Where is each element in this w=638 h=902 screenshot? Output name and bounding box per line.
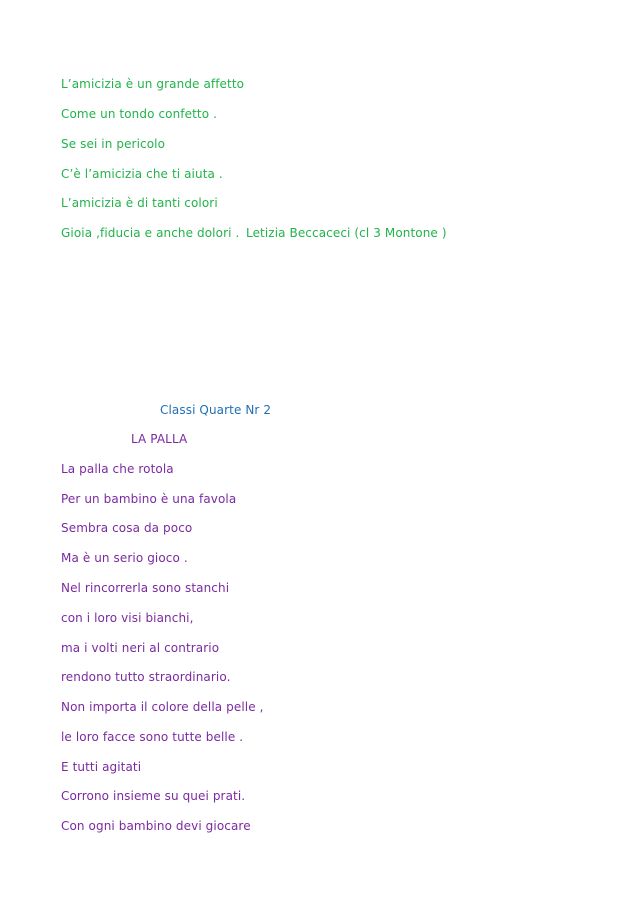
section-heading: Classi Quarte Nr 2 xyxy=(160,403,272,417)
poem1-line: L’amicizia è di tanti colori xyxy=(61,196,218,210)
poem2-line: La palla che rotola xyxy=(61,462,174,476)
poem1-line: L’amicizia è un grande affetto xyxy=(61,77,245,91)
poem2-line: Ma è un serio gioco . xyxy=(61,551,188,565)
poem2-line: con i loro visi bianchi, xyxy=(61,611,194,625)
poem1-line: C’è l’amicizia che ti aiuta . xyxy=(61,167,223,181)
poem2-line: E tutti agitati xyxy=(61,760,142,774)
poem2-line: Nel rincorrerla sono stanchi xyxy=(61,581,230,595)
poem2-line: rendono tutto straordinario. xyxy=(61,670,231,684)
poem1-line: Come un tondo confetto . xyxy=(61,107,217,121)
poem2-line: Con ogni bambino devi giocare xyxy=(61,819,251,833)
poem2-line: ma i volti neri al contrario xyxy=(61,641,220,655)
poem1-line: Gioia ,fiducia e anche dolori . xyxy=(61,226,240,240)
poem1-author: Letizia Beccaceci (cl 3 Montone ) xyxy=(246,226,447,240)
poem2-line: Corrono insieme su quei prati. xyxy=(61,789,246,803)
poem1-line: Se sei in pericolo xyxy=(61,137,166,151)
poem2-title: LA PALLA xyxy=(131,432,188,446)
poem2-line: Per un bambino è una favola xyxy=(61,492,237,506)
poem2-line: Sembra cosa da poco xyxy=(61,521,193,535)
poem2-line: Non importa il colore della pelle , xyxy=(61,700,264,714)
poem2-line: le loro facce sono tutte belle . xyxy=(61,730,244,744)
